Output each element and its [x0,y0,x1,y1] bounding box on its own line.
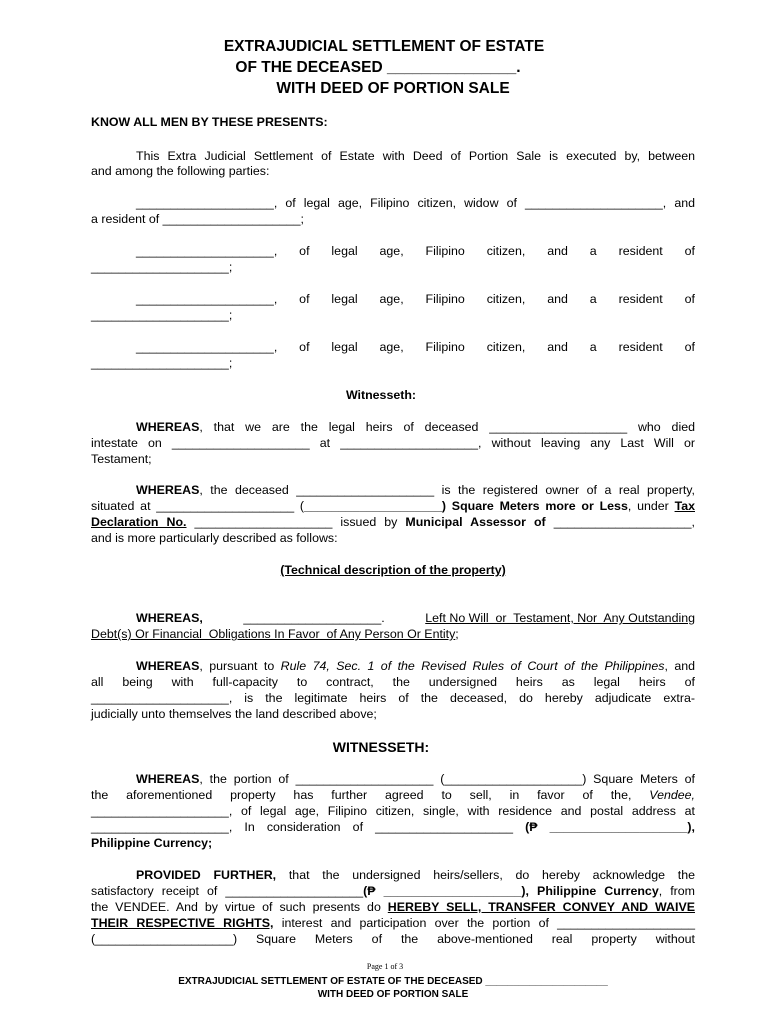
whereas3-line2 [91,626,459,642]
text-fragment: , from [658,884,695,898]
text-fragment: interest and participation over the portion of ____________________ [273,916,695,930]
document-title-line3: WITH DEED OF PORTION SALE [276,80,510,97]
text-fragment: PROVIDED FURTHER, [136,868,277,882]
text-fragment: Filipino [425,340,465,354]
text-fragment: ____________________, [545,515,695,529]
know-all-heading: KNOW ALL MEN BY THESE PRESENTS: [91,115,328,129]
party3-line2: ____________________; [91,308,233,322]
whereas5-line1 [136,771,695,787]
text-fragment: WHEREAS [136,420,200,434]
text-fragment: ____________________ issued by [186,515,406,529]
text-fragment: , the deceased ____________________ is the registered owner of a real property, [199,483,695,497]
text-fragment: and [547,340,568,354]
text-fragment: Declaration No. [91,515,187,529]
text-fragment: of [299,244,310,258]
technical-description: (Technical description of the property) [280,563,506,577]
text-fragment: ____________________, [136,292,278,306]
text-fragment: WHEREAS [136,772,200,786]
provided-line3 [91,899,695,915]
text-fragment: resident [618,292,663,306]
text-fragment: resident [618,244,663,258]
text-fragment: ____________________) Square Meters more or Less [304,499,628,513]
text-fragment: age, [379,244,404,258]
whereas4-line3: ____________________, is the legitimate heirs of the deceased, do hereby adjudicate extra- [91,691,695,705]
text-fragment: the VENDEE. And by virtue of such presents do [91,900,388,914]
text-fragment: HEREBY SELL, TRANSFER CONVEY AND WAIVE [387,900,695,914]
text-fragment: ; [455,627,459,641]
text-fragment: of [684,340,695,354]
party4-line2: ____________________; [91,356,233,370]
text-fragment: and [547,292,568,306]
party2-line1 [136,243,695,259]
text-fragment: (₱ ____________________), Philippine Currency [363,884,659,898]
text-fragment: age, [379,340,404,354]
text-fragment: situated at ____________________ ( [91,499,305,513]
provided-line2 [91,883,695,899]
text-fragment: (₱ ____________________), [525,820,695,834]
text-fragment: satisfactory receipt of ____________________ [91,884,364,898]
party1-line2: a resident of ____________________; [91,212,304,226]
text-fragment: Vendee, [649,788,695,802]
text-fragment: resident [618,340,663,354]
text-fragment: , that we are the legal heirs of deceased ____________________ who died [199,420,695,434]
text-fragment: the aforementioned property has further agreed to sell, in favor of the, [91,788,650,802]
page-number: Page 1 of 3 [366,962,404,971]
whereas1-line3: Testament; [91,452,152,466]
whereas5-line4 [91,819,695,835]
intro-line2: and among the following parties: [91,164,270,178]
text-fragment: legal [331,292,358,306]
text-fragment: a [589,292,597,306]
text-fragment: Municipal Assessor of [405,515,546,529]
text-fragment: Tax [674,499,695,513]
whereas5-line5: Philippine Currency; [91,836,213,850]
provided-line1 [136,867,695,883]
party2-line2: ____________________; [91,260,233,274]
text-fragment: ____________________, [136,340,278,354]
document-title-line2: OF THE DECEASED _______________. [235,59,521,76]
whereas2-line3 [91,514,695,530]
text-fragment: legal [331,244,358,258]
text-fragment: WHEREAS [136,483,200,497]
text-fragment: Filipino [425,244,465,258]
text-fragment: citizen, [486,340,526,354]
text-fragment: age, [379,292,404,306]
document-title-line1: EXTRAJUDICIAL SETTLEMENT OF ESTATE [223,38,545,55]
whereas5-line3: ____________________, of legal age, Filipino citizen, single, with residence and postal address at [91,804,695,818]
whereas4-line2: all being with full-capacity to contract, the undersigned heirs as legal heirs of [91,675,695,689]
text-fragment: a [589,244,597,258]
footer-line1: EXTRAJUDICIAL SETTLEMENT OF ESTATE OF THE DECEASED ______________________ [178,976,608,987]
text-fragment: Debt(s) Or Financial Obligations In Favor of Any Person Or Entity [91,627,456,641]
whereas5-line2 [91,787,695,803]
whereas2-line4: and is more particularly described as follows: [91,531,338,545]
text-fragment: Left No Will or Testament, Nor Any Outstanding [425,611,695,625]
party4-line1 [136,339,695,355]
whereas1-line1 [136,419,695,435]
text-fragment: legal [331,340,358,354]
whereas1-line2: intestate on ____________________ at ____________________, without leaving any Last Will or [91,436,695,450]
party1-line1: ____________________, of legal age, Filipino citizen, widow of ____________________, and [136,196,695,210]
party3-line1 [136,291,695,307]
text-fragment: ____________________, [136,244,278,258]
text-fragment: WHEREAS, [136,611,203,625]
provided-line5: (____________________) Square Meters of the above-mentioned real property without [91,932,695,946]
text-fragment: Rule 74, Sec. 1 of the Revised Rules of Court of the Philippines [280,659,665,673]
whereas3-line1 [136,610,695,626]
footer-line2: WITH DEED OF PORTION SALE [317,989,469,1000]
text-fragment: of [684,244,695,258]
text-fragment: ____________________, In consideration of ____________________ [91,820,526,834]
text-fragment: of [299,292,310,306]
whereas2-line2 [91,498,695,514]
text-fragment: of [684,292,695,306]
text-fragment: and [547,244,568,258]
whereas4-line1 [136,658,695,674]
intro-line1: This Extra Judicial Settlement of Estate with Deed of Portion Sale is executed by, between [136,149,695,163]
witnesseth-heading-2: WITNESSETH: [332,739,430,755]
text-fragment: citizen, [486,292,526,306]
text-fragment: a [589,340,597,354]
text-fragment: , the portion of ____________________ (____________________) Square Meters of [199,772,695,786]
provided-line4 [91,915,695,931]
text-fragment: that the undersigned heirs/sellers, do hereby acknowledge the [276,868,695,882]
whereas2-line1 [136,482,695,498]
text-fragment: citizen, [486,244,526,258]
text-fragment: WHEREAS [136,659,200,673]
text-fragment: , under [627,499,675,513]
text-fragment: ____________________. [243,611,385,625]
text-fragment: , and [664,659,695,673]
text-fragment: Filipino [425,292,465,306]
whereas4-line4: judicially unto themselves the land described above; [91,707,377,721]
text-fragment: THEIR RESPECTIVE RIGHTS, [91,916,274,930]
text-fragment: of [299,340,310,354]
witnesseth-heading: Witnesseth: [345,388,417,402]
text-fragment: , pursuant to [199,659,281,673]
